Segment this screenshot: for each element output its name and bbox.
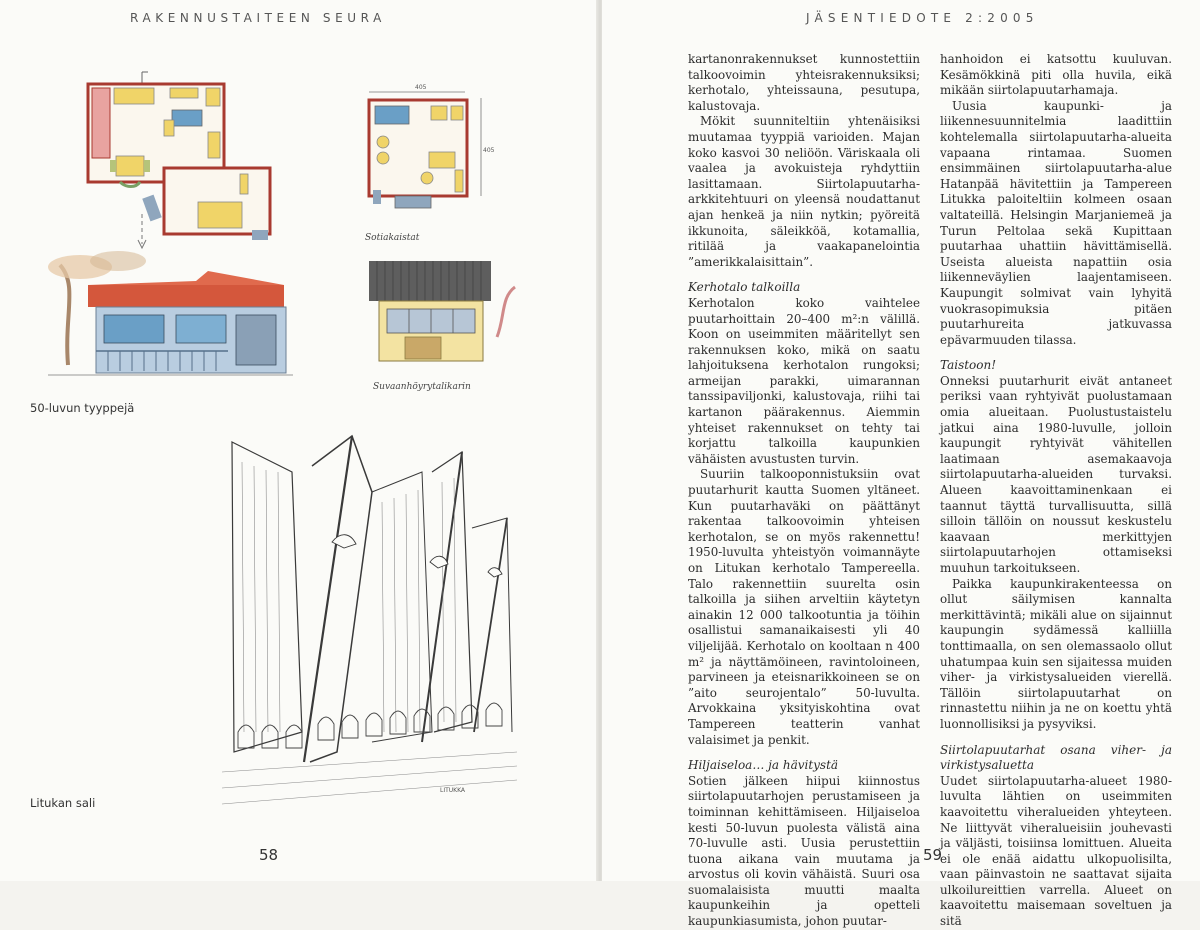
page-number-left: 58 — [259, 846, 279, 864]
paragraph: hanhoidon ei katsottu kuuluvan. Kesämökkinä piti olla huvila, eikä mikään siirtolapuutarhamaja. — [940, 52, 1172, 98]
floor-plan-drawing-large — [80, 64, 280, 254]
handwritten-note-top: Sotiakaistat — [365, 233, 420, 243]
running-head-left: RAKENNUSTAITEEN SEURA — [130, 11, 386, 25]
text-column-1 — [688, 52, 920, 930]
section-heading: Siirtolapuutarhat osana viher- ja virkistysaluetta — [940, 742, 1172, 773]
paragraph: Kerhotalon koko vaihtelee puutarhoittain 20–400 m²:n välillä. Koon on useimmiten määritellyt sen rakennuksen koko, mikä on saatu lahjoituksena kerhotalon rungoksi; armeijan parakki, uimarannan tanssipaviljonki, kalustovaja, riihi tai kartanon päärakennus. Aiemmin yhteiset rakennukset on tehty tai korjattu talkoilla kaupunkien vähäisten avustusten turvin. — [688, 295, 920, 466]
dimension-label-top: 405 — [415, 84, 427, 91]
floor-plan-drawing-small — [355, 78, 505, 258]
sketch-signature: LITUKKA — [440, 787, 466, 794]
paragraph: Mökit suunniteltiin yhtenäisiksi muutamaa tyyppiä varioiden. Majan koko kasvoi 30 neliöön. Väriskaala oli vaalea ja avokuisteja ryhdyttiin lasittamaan. Siirtolapuutarha-arkkitehtuuri on yleensä noudattanut ajan henkeä ja niin nytkin; pyöreitä ikkunoita, säleikköä, kotamallia, ritilää ja vaakapanelointia ”amerikkalaisittain”. — [688, 114, 920, 269]
page-number-right: 59 — [923, 846, 943, 864]
house-elevation-small — [365, 257, 520, 397]
house-elevation-red-roof — [48, 245, 293, 385]
text-column-2 — [940, 52, 1172, 930]
handwritten-note-bottom: Suvaanhöyrytalikarin — [373, 382, 471, 392]
paragraph: Uusia kaupunki- ja liikennesuunnitelmia laadittiin kohtelemalla siirtolapuutarha-alueita vapaana rintamaa. Suomen ensimmäinen siirtolapuutarha-alue Hatanpää hävitettiin ja Tampereen Litukka paloiteltiin kolmeen osaan valtateillä. Helsingin Marjaniemeä ja Turun Peltolaa sekä Kupittaan puutarhaa uhattiin hävittämisellä. Useista alueista napattiin osia liikenneväylien laajentamiseen. Kaupungit solmivat vain lyhyitä vuokrasopimuksia pitäen puutarhureita jatkuvassa epävarmuuden tilassa. — [940, 98, 1172, 347]
paragraph: Paikka kaupunkirakenteessa on ollut säilymisen kannalta merkittävintä; mikäli alue on sijainnut kaupungin sydämessä kalliilla tonttimaalla, on sen olemassaolo ollut uhatumpaa kuin sen sijaitessa muiden viher- ja virkistysalueiden vierellä. Tällöin siirtolapuutarhat on rinnastettu niihin ja ne on koettu yhtä luonnollisiksi ja pysyviksi. — [940, 576, 1172, 731]
caption-50s-types: 50-luvun tyyppejä — [30, 401, 135, 415]
right-page — [602, 0, 1200, 929]
paragraph: Suuriin talkooponnistuksiin ovat puutarhurit kautta Suomen yltäneet. Kun puutarhaväki on päättänyt rakentaa talkoovoimin yhteisen kerhotalon, se on myös rakennettu! 1950-luvulta yhteistyön voimannäyte on Litukan kerhotalo Tampereella. Talo rakennettiin suurelta osin talkoilla ja siihen arveltiin käytetyn ainakin 12 000 talkootuntia ja töihin osallistui samanaikaisesti yli 40 viljelijää. Kerhotalo on kooltaan n 400 m² ja näyttämöineen, ravintoloineen, parvineen ja eteisnarikkoineen se on ”aito seurojentalo” 50-luvulta. Arvokkaina yksityiskohtina ovat Tampereen teatterin vanhat valaisimet ja penkit. — [688, 467, 920, 747]
left-page — [0, 0, 598, 881]
section-heading: Taistoon! — [940, 358, 997, 373]
paragraph: Uudet siirtolapuutarha-alueet 1980-luvulta lähtien on useimmiten kaavoitettu viheralueiden yhteyteen. Ne liittyvät viheralueisiin jouhevasti ja väljästi, toisiinsa lomittuen. Alueita ei ole enää aidattu ulkopuolisilta, vaan päinvastoin ne saattavat sijaita ulkoilureittien varrella. Alueet on kaavoitettu maisemaan soveltuen ja sitä — [940, 773, 1172, 929]
dimension-label-side: 405 — [483, 147, 495, 154]
running-head-right: JÄSENTIEDOTE 2:2005 — [806, 11, 1039, 25]
section-heading: Kerhotalo talkoilla — [688, 280, 801, 295]
section-heading: Hiljaiseloa… ja hävitystä — [688, 758, 839, 773]
paragraph: kartanonrakennukset kunnostettiin talkoovoimin yhteisrakennuksiksi; kerhotalo, yhteissauna, pesutupa, kalustovaja. — [688, 52, 920, 113]
caption-litukka-hall: Litukan sali — [30, 796, 96, 810]
hall-interior-sketch — [222, 432, 517, 814]
paragraph: Onneksi puutarhurit eivät antaneet periksi vaan ryhtyivät puolustamaan omia alueitaan. Puolustustaistelu jatkui aina 1980-luvulle, jolloin kaupungit ryhtyivät vähitellen laatimaan asemakaavoja siirtolapuutarha-alueiden turvaksi. Alueen kaavoittaminenkaan ei taannut täyttä turvallisuutta, sillä silloin tällöin on noussut keskustelu kaavaan merkittyjen siirtolapuutarhojen ottamiseksi muuhun tarkoitukseen. — [940, 373, 1172, 575]
paragraph: Sotien jälkeen hiipui kiinnostus siirtolapuutarhojen perustamiseen ja toiminnan kehittämiseen. Hiljaiseloa kesti 50-luvun puolesta välistä aina 70-luvulle asti. Uusia perustettiin tuona aikana vain muutama ja arvostus oli kovin vähäistä. Suuri osa suomalaisista muutti maalta kaupunkeihin ja opetteli kaupunkiasumista, johon puutar- — [688, 773, 920, 929]
